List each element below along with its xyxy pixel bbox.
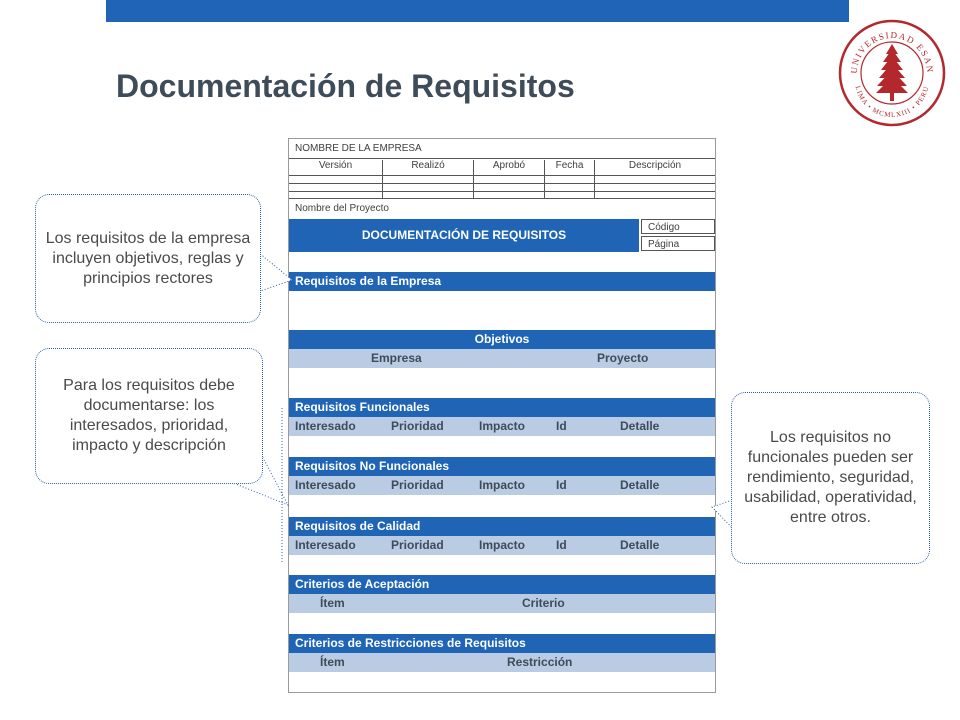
requirements-form — [288, 138, 716, 693]
page-title: Documentación de Requisitos — [116, 68, 575, 104]
acceptance-col-criterio: Criterio — [522, 596, 565, 610]
col-id: Id — [556, 419, 567, 433]
objectives-header: Objetivos — [289, 330, 715, 349]
top-accent-bar — [106, 0, 849, 22]
objectives-col-proyecto: Proyecto — [597, 351, 649, 365]
quality-columns — [289, 536, 715, 555]
nonfunctional-requirements-header: Requisitos No Funcionales — [289, 457, 715, 476]
meta-fecha-header: Fecha — [545, 160, 595, 177]
meta-version-header: Versión — [289, 160, 383, 177]
nonfunctional-columns — [289, 476, 715, 495]
university-seal-logo — [837, 18, 947, 128]
svg-text:UNIVERSIDAD ESAN: UNIVERSIDAD ESAN — [848, 29, 936, 74]
business-requirements-callout: Los requisitos de la empresa incluyen objetivos, reglas y principios rectores — [35, 194, 261, 323]
meta-realizo-header: Realizó — [383, 160, 474, 177]
meta-descripcion-header: Descripción — [628, 160, 682, 171]
meta-header-row — [289, 158, 715, 175]
col-interesado: Interesado — [295, 538, 356, 552]
col-id: Id — [556, 538, 567, 552]
col-prioridad: Prioridad — [391, 538, 444, 552]
col-prioridad: Prioridad — [391, 419, 444, 433]
objectives-col-empresa: Empresa — [371, 351, 422, 365]
company-name-label: NOMBRE DE LA EMPRESA — [295, 143, 422, 154]
quality-requirements-header: Requisitos de Calidad — [289, 517, 715, 536]
col-prioridad: Prioridad — [391, 478, 444, 492]
col-impacto: Impacto — [479, 538, 526, 552]
meta-empty-rows — [289, 175, 715, 199]
col-detalle: Detalle — [620, 419, 660, 433]
codigo-label: Código — [641, 219, 715, 234]
document-title: DOCUMENTACIÓN DE REQUISITOS — [289, 219, 639, 252]
functional-requirements-header: Requisitos Funcionales — [289, 398, 715, 417]
acceptance-columns — [289, 594, 715, 613]
objectives-columns — [289, 349, 715, 368]
nonfunctional-requirements-callout: Los requisitos no funcionales pueden ser rendimiento, seguridad, usabilidad, operatividad, entre otros. — [731, 392, 930, 564]
business-requirements-header: Requisitos de la Empresa — [289, 272, 715, 291]
pagina-label: Página — [641, 236, 715, 251]
restrictions-header: Criterios de Restricciones de Requisitos — [289, 634, 715, 653]
meta-aprobo-header: Aprobó — [474, 160, 545, 177]
restrictions-col-item: Ítem — [320, 655, 345, 669]
col-id: Id — [556, 478, 567, 492]
document-title-row — [289, 219, 715, 252]
svg-text:LIMA • MCMLXIII • PERU: LIMA • MCMLXIII • PERU — [853, 85, 931, 120]
acceptance-criteria-header: Criterios de Aceptación — [289, 575, 715, 594]
col-interesado: Interesado — [295, 478, 356, 492]
col-detalle: Detalle — [620, 478, 660, 492]
project-name-label: Nombre del Proyecto — [295, 203, 389, 214]
col-detalle: Detalle — [620, 538, 660, 552]
col-interesado: Interesado — [295, 419, 356, 433]
acceptance-col-item: Ítem — [320, 596, 345, 610]
col-impacto: Impacto — [479, 478, 526, 492]
restrictions-col-restriccion: Restricción — [507, 655, 573, 669]
restrictions-columns — [289, 653, 715, 672]
col-impacto: Impacto — [479, 419, 526, 433]
documentation-callout: Para los requisitos debe documentarse: los interesados, prioridad, impacto y descripción — [35, 348, 263, 484]
functional-columns — [289, 417, 715, 436]
